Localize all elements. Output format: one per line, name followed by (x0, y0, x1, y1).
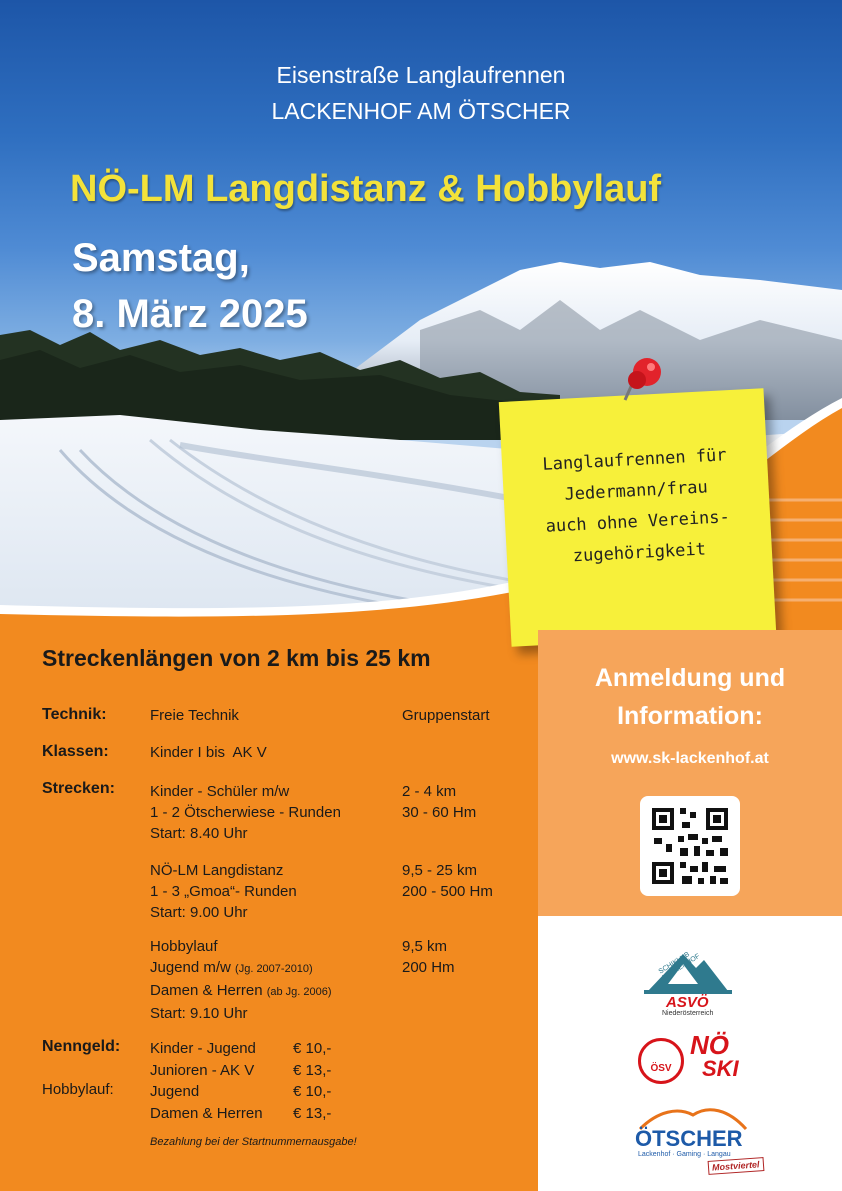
technik-label: Technik: (42, 706, 107, 723)
klassen-value: Kinder I bis AK V (150, 744, 267, 761)
website-link[interactable]: www.sk-lackenhof.at (611, 750, 769, 767)
hobby-jugend-note: (Jg. 2007-2010) (235, 963, 313, 975)
strecke-line: Start: 8.40 Uhr (150, 825, 248, 842)
sticky-note (499, 388, 776, 647)
strecke-line: Start: 9.00 Uhr (150, 904, 248, 921)
strecken-label: Strecken: (42, 780, 115, 797)
date-weekday: Samstag, (72, 236, 250, 280)
pushpin-icon (615, 350, 675, 410)
distance: 9,5 km (402, 938, 448, 955)
location-title: LACKENHOF AM ÖTSCHER (271, 98, 571, 124)
fee-price: € 10,- (293, 1083, 332, 1100)
strecke-langdistanz (150, 860, 297, 923)
oesv-text: ÖSV (650, 1063, 672, 1074)
info-panel (538, 630, 842, 916)
sponsor-logos (538, 916, 842, 1191)
fee-name: Junioren - AK V (150, 1061, 255, 1079)
strecke-line: 1 - 3 „Gmoa“- Runden (150, 883, 297, 900)
noeski-logo-top: NÖ (690, 1030, 729, 1060)
fee-name: Jugend (150, 1083, 200, 1100)
oetscher-sub: Lackenhof · Gaming · Langau (638, 1151, 731, 1158)
oetscher-logo: ÖTSCHER (635, 1126, 743, 1151)
schiklub-text: SCHIKLUB LACKENHOF (657, 951, 702, 982)
strecke-langdistanz-dist (402, 860, 493, 902)
fee-prices (293, 1038, 331, 1124)
strecke-line: NÖ-LM Langdistanz (150, 862, 284, 879)
race-series-title: Eisenstraße Langlaufrennen (276, 62, 566, 88)
strecke-line: 1 - 2 Ötscherwiese - Runden (150, 804, 341, 821)
note-line: Jedermann/frau (564, 477, 709, 505)
hobbylauf-label: Hobbylauf: (42, 1081, 114, 1098)
fee-name: Kinder - Jugend (150, 1040, 256, 1057)
hobby-damen-note: (ab Jg. 2006) (266, 986, 332, 998)
note-line: zugehörigkeit (572, 539, 707, 567)
strecke-line: Kinder - Schüler m/w (150, 783, 290, 800)
section-title: Streckenlängen von 2 km bis 25 km (42, 645, 431, 671)
fee-name: Damen & Herren (150, 1104, 263, 1122)
strecke-hobbylauf (150, 936, 332, 1024)
fee-price: € 13,- (293, 1061, 332, 1079)
strecke-kinder-dist (402, 781, 476, 823)
asvo-logo: ASVÖ (666, 994, 709, 1011)
hobby-title: Hobbylauf (150, 938, 218, 955)
nenngeld-label: Nenngeld: (42, 1038, 121, 1055)
strecke-hobbylauf-dist (402, 936, 455, 978)
asvo-region: Niederösterreich (662, 1010, 714, 1017)
date: 8. März 2025 (72, 292, 308, 336)
note-line: auch ohne Vereins- (545, 507, 731, 537)
note-line: Langlaufrennen für (541, 445, 727, 475)
technik-value: Freie Technik (150, 707, 239, 724)
fee-price: € 13,- (293, 1104, 332, 1122)
distance: 2 - 4 km (402, 783, 457, 800)
strecke-kinder (150, 781, 341, 844)
oesv-logo-icon (638, 1038, 684, 1084)
fee-names (150, 1038, 263, 1124)
qr-code[interactable] (640, 796, 740, 896)
mostviertel-badge: Mostviertel (708, 1157, 764, 1175)
hobby-damen-label: Damen & Herren (150, 982, 263, 999)
hobby-jugend (150, 957, 332, 980)
hobby-jugend-label: Jugend m/w (150, 959, 231, 976)
technik-extra: Gruppenstart (402, 707, 490, 724)
info-title-1: Anmeldung und (594, 664, 786, 692)
klassen-label: Klassen: (42, 743, 109, 760)
qr-code-icon (640, 796, 740, 896)
elevation: 200 - 500 Hm (402, 883, 493, 900)
distance: 9,5 - 25 km (402, 862, 478, 879)
info-title-2: Information: (617, 702, 763, 730)
payment-note: Bezahlung bei der Startnummernausgabe! (150, 1136, 357, 1148)
headline: NÖ-LM Langdistanz & Hobbylauf (70, 168, 662, 210)
fee-price: € 10,- (293, 1040, 332, 1057)
hobby-start: Start: 9.10 Uhr (150, 1005, 248, 1022)
elevation: 200 Hm (402, 959, 455, 976)
hobby-damen (150, 980, 332, 1003)
elevation: 30 - 60 Hm (402, 804, 477, 821)
noeski-logo-bottom: SKI (702, 1056, 739, 1081)
